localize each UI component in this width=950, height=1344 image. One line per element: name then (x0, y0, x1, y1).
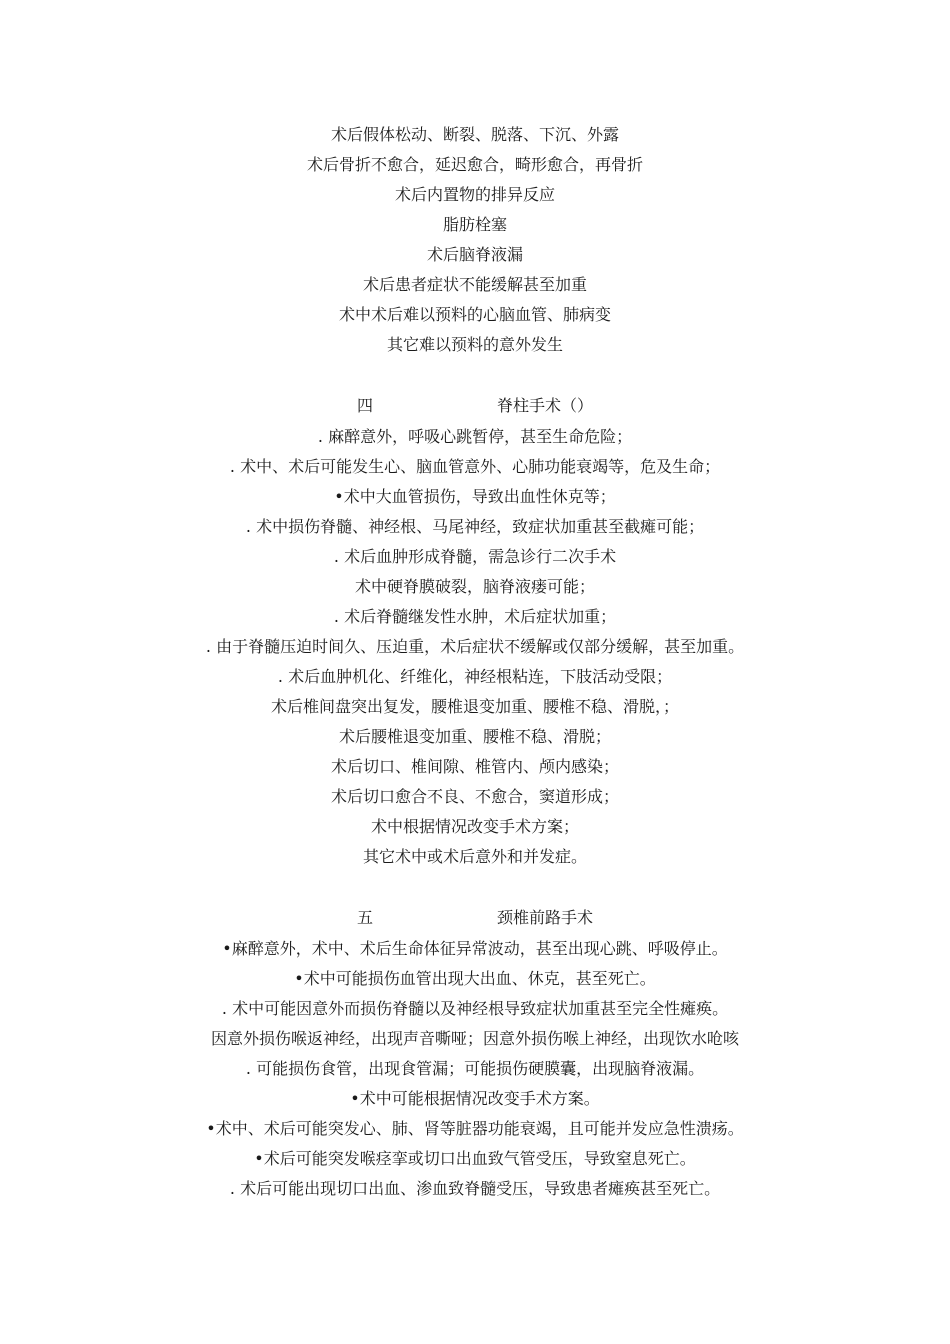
complication-line: 术后假体松动、断裂、脱落、下沉、外露 (330, 125, 619, 144)
complication-line: 术后患者症状不能缓解甚至加重 (362, 275, 587, 294)
section5-item: •术中、术后可能突发心、肺、肾等脏器功能衰竭，且可能并发应急性溃疡。 (206, 1119, 744, 1138)
complication-line: 脂肪栓塞 (442, 215, 507, 234)
section5-item: 因意外损伤喉返神经，出现声音嘶哑；因意外损伤喉上神经，出现饮水呛咳 (210, 1029, 739, 1048)
section4-item: . 术中损伤脊髓、神经根、马尾神经，致症状加重甚至截瘫可能； (245, 517, 705, 536)
section4-number: 四 (357, 396, 374, 415)
section5-item: . 术中可能因意外而损伤脊髓以及神经根导致症状加重甚至完全性瘫痪。 (221, 999, 729, 1018)
section5-item: •术中可能根据情况改变手术方案。 (350, 1089, 600, 1108)
section5-item: . 可能损伤食管，出现食管漏；可能损伤硬膜囊，出现脑脊液漏。 (245, 1059, 705, 1078)
section4-item: 术后切口、椎间隙、椎管内、颅内感染； (330, 757, 619, 776)
complication-line: 术后内置物的排异反应 (394, 185, 555, 204)
section5-title: 颈椎前路手术 (497, 908, 594, 927)
section5-item: •麻醉意外，术中、术后生命体征异常波动，甚至出现心跳、呼吸停止。 (222, 939, 728, 958)
section4-item: . 术后血肿机化、纤维化，神经根粘连，下肢活动受限； (277, 667, 673, 686)
section4-item: . 术中、术后可能发生心、脑血管意外、心肺功能衰竭等，危及生命； (229, 457, 721, 476)
section4-item: . 麻醉意外，呼吸心跳暂停，甚至生命危险； (317, 427, 633, 446)
section4-item: 术后切口愈合不良、不愈合，窦道形成； (330, 787, 619, 806)
section5-number: 五 (357, 908, 374, 927)
section4-title: 脊柱手术（） (497, 396, 594, 415)
complication-line: 术后骨折不愈合，延迟愈合，畸形愈合，再骨折 (306, 155, 643, 174)
section5-item: •术中可能损伤血管出现大出血、休克，甚至死亡。 (294, 969, 656, 988)
complication-line: 术中术后难以预料的心脑血管、肺病变 (338, 305, 611, 324)
section4-item: 术中根据情况改变手术方案； (370, 817, 579, 836)
section4-item: 术后椎间盘突出复发，腰椎退变加重、腰椎不稳、滑脱，； (270, 697, 679, 716)
section4-item: 其它术中或术后意外和并发症。 (362, 847, 587, 866)
section4-item: •术中大血管损伤，导致出血性休克等； (334, 487, 616, 506)
section4-item: . 由于脊髓压迫时间久、压迫重，术后症状不缓解或仅部分缓解，甚至加重。 (205, 637, 745, 656)
section5-item: . 术后可能出现切口出血、渗血致脊髓受压，导致患者瘫痪甚至死亡。 (229, 1179, 721, 1198)
complication-line: 术后脑脊液漏 (426, 245, 523, 264)
section4-item: 术后腰椎退变加重、腰椎不稳、滑脱； (338, 727, 611, 746)
complication-line: 其它难以预料的意外发生 (386, 335, 563, 354)
section5-item: •术后可能突发喉痉挛或切口出血致气管受压，导致窒息死亡。 (254, 1149, 696, 1168)
section4-item: . 术后脊髓继发性水肿，术后症状加重； (333, 607, 617, 626)
section4-item: 术中硬脊膜破裂，脑脊液瘘可能； (354, 577, 595, 596)
section4-item: . 术后血肿形成脊髓，需急诊行二次手术 (333, 547, 617, 566)
